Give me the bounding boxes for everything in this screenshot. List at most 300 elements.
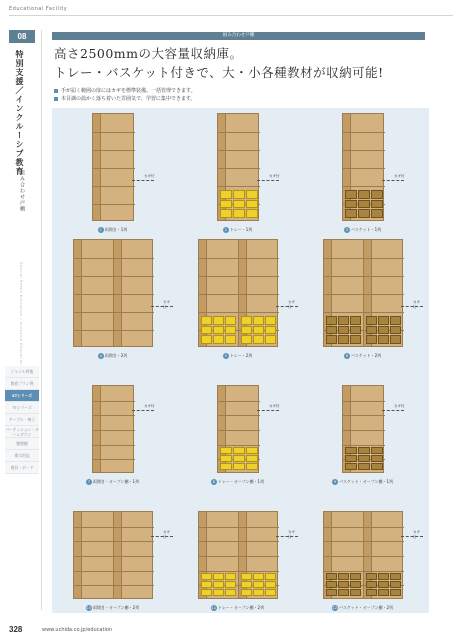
cabinet-unit xyxy=(343,386,385,472)
tray xyxy=(241,326,252,335)
product-item xyxy=(305,110,420,235)
basket xyxy=(338,581,349,588)
chapter-number: 08 xyxy=(9,30,35,43)
tray xyxy=(233,190,245,199)
tray xyxy=(201,589,212,596)
cabinet-shelf xyxy=(93,168,135,169)
basket xyxy=(366,335,377,344)
caption-text: トレー・1列 xyxy=(229,227,253,232)
chapter-title: 特別支援／インクルーシブ教育 xyxy=(15,50,24,176)
basket xyxy=(378,335,389,344)
cabinet-shelf xyxy=(199,556,238,557)
basket xyxy=(350,326,361,335)
tray xyxy=(201,573,212,580)
cabinet-shelf xyxy=(364,541,404,542)
tray xyxy=(201,581,212,588)
cabinet-illustration xyxy=(92,113,134,221)
basket xyxy=(366,581,377,588)
product-caption xyxy=(55,353,170,359)
cabinet-shelf xyxy=(324,571,363,572)
tray xyxy=(201,316,212,325)
product-item xyxy=(180,236,295,361)
cabinet-shelf xyxy=(114,258,154,259)
product-item xyxy=(180,488,295,613)
product-caption xyxy=(180,353,295,359)
cabinet-shelf xyxy=(239,556,279,557)
lock-callout: カギ付 xyxy=(288,300,295,309)
cabinet-unit xyxy=(239,512,279,598)
cabinet-illustration xyxy=(92,385,134,473)
cabinet-shelf xyxy=(343,132,385,133)
cabinet-shelf xyxy=(343,168,385,169)
lock-callout: カギ付 xyxy=(288,530,295,539)
cabinet-shelf xyxy=(343,415,385,416)
tray xyxy=(225,316,236,325)
cabinet-shelf xyxy=(114,571,154,572)
basket xyxy=(390,589,401,596)
cabinet-unit xyxy=(239,240,279,346)
cabinet-shelf xyxy=(93,204,135,205)
item-number-badge: 7 xyxy=(87,480,91,484)
cabinet-unit xyxy=(93,114,135,220)
bullet-square-icon xyxy=(54,97,58,101)
basket xyxy=(390,581,401,588)
cabinet-shelf xyxy=(218,150,260,151)
product-item xyxy=(305,362,420,487)
cabinet-shelf xyxy=(93,150,135,151)
cabinet-unit xyxy=(74,512,114,598)
cabinet-shelf xyxy=(74,556,113,557)
cabinet-shelf xyxy=(93,132,135,133)
cabinet-shelf xyxy=(93,186,135,187)
cabinet-shelf xyxy=(114,541,154,542)
basket xyxy=(378,573,389,580)
cabinet-unit xyxy=(343,114,385,220)
cabinet-shelf xyxy=(74,527,113,528)
tray xyxy=(253,326,264,335)
tray xyxy=(241,581,252,588)
callout-line xyxy=(132,180,154,181)
bullet-square-icon xyxy=(54,89,58,93)
cabinet-shelf xyxy=(199,312,238,313)
basket xyxy=(378,316,389,325)
footer-url[interactable]: www.uchida.co.jp/education xyxy=(42,627,113,633)
cabinet-shelf xyxy=(324,294,363,295)
basket-rack xyxy=(345,447,383,470)
item-number-badge: 11 xyxy=(211,606,217,610)
basket xyxy=(350,335,361,344)
item-number-badge: 5 xyxy=(224,354,227,358)
tray xyxy=(265,581,276,588)
callout-line xyxy=(382,180,404,181)
product-item xyxy=(180,362,295,487)
cabinet-shelf xyxy=(74,585,113,586)
tray xyxy=(233,463,245,470)
chapter-caption: Special Needs Education / Inclusive Education xyxy=(19,262,23,366)
tray xyxy=(225,335,236,344)
basket xyxy=(326,581,337,588)
basket xyxy=(358,455,370,462)
cabinet-shelf xyxy=(324,276,363,277)
product-caption xyxy=(305,353,420,359)
cabinet-shelf xyxy=(343,186,385,187)
tray xyxy=(233,447,245,454)
callout-line xyxy=(382,410,404,411)
cabinet-shelf xyxy=(74,258,113,259)
basket xyxy=(390,573,401,580)
cabinet-unit xyxy=(199,240,239,346)
tray xyxy=(246,455,258,462)
cabinet-illustration xyxy=(323,511,403,599)
basket xyxy=(338,316,349,325)
cabinet-shelf xyxy=(324,527,363,528)
cabinet-shelf xyxy=(218,445,260,446)
nav-item-table-chair[interactable]: テーブル・椅子 xyxy=(5,414,39,426)
basket-rack xyxy=(345,190,383,218)
tray xyxy=(233,455,245,462)
cabinet-shelf xyxy=(114,294,154,295)
callout-line xyxy=(257,410,279,411)
tray xyxy=(253,573,264,580)
basket xyxy=(338,335,349,344)
basket xyxy=(371,209,383,218)
feature-item: 木目調の温かく落ち着いた雰囲気で、学習に集中できます。 xyxy=(54,95,196,103)
cabinet-shelf xyxy=(74,294,113,295)
basket xyxy=(371,463,383,470)
caption-text: トレー・オープン棚・2列 xyxy=(217,605,265,610)
side-divider xyxy=(41,30,42,610)
product-caption xyxy=(180,227,295,233)
cabinet-unit xyxy=(114,240,154,346)
cabinet-shelf xyxy=(324,258,363,259)
cabinet-shelf xyxy=(74,276,113,277)
headline-line-1: 高さ2500mmの大容量収納庫。 xyxy=(54,46,243,61)
tray xyxy=(225,573,236,580)
cabinet-illustration xyxy=(73,239,153,347)
product-caption xyxy=(55,479,170,485)
product-item xyxy=(305,488,420,613)
cabinet-shelf xyxy=(239,294,279,295)
cabinet-shelf xyxy=(239,571,279,572)
lock-callout: カギ付 xyxy=(394,174,405,178)
basket-rack xyxy=(366,316,402,344)
lock-callout: カギ付 xyxy=(413,300,420,309)
lock-callout: カギ付 xyxy=(269,174,280,178)
item-number-badge: 8 xyxy=(212,480,216,484)
item-number-badge: 12 xyxy=(332,606,338,610)
tray xyxy=(246,463,258,470)
tray xyxy=(201,335,212,344)
cabinet-unit xyxy=(364,512,404,598)
cabinet-shelf xyxy=(239,312,279,313)
tray xyxy=(213,326,224,335)
side-navigation xyxy=(5,366,39,474)
headline-line-2: トレー・バスケット付きで、大・小各種教材が収納可能! xyxy=(54,65,384,80)
cabinet-illustration xyxy=(198,511,278,599)
nav-item-partition[interactable]: パーティション・カームダウン xyxy=(5,427,39,437)
header-rule xyxy=(9,15,453,16)
cabinet-shelf xyxy=(199,527,238,528)
lock-callout: カギ付 xyxy=(163,530,170,539)
tray-rack xyxy=(241,316,277,344)
cabinet-shelf xyxy=(239,541,279,542)
product-item xyxy=(55,110,170,235)
callout-line xyxy=(257,180,279,181)
basket-rack xyxy=(326,316,361,344)
basket xyxy=(366,326,377,335)
tray xyxy=(233,200,245,209)
product-caption xyxy=(180,605,295,611)
basket xyxy=(350,316,361,325)
cabinet-shelf xyxy=(199,276,238,277)
basket xyxy=(371,190,383,199)
tray xyxy=(241,589,252,596)
cabinet-shelf xyxy=(114,330,154,331)
basket xyxy=(338,326,349,335)
basket xyxy=(326,573,337,580)
tray xyxy=(220,447,232,454)
basket xyxy=(326,589,337,596)
tray-rack xyxy=(220,190,258,218)
tray xyxy=(220,209,232,218)
tray xyxy=(265,589,276,596)
tray xyxy=(225,326,236,335)
caption-text: バスケット・1列 xyxy=(350,227,382,232)
cabinet-shelf xyxy=(218,401,260,402)
basket xyxy=(338,573,349,580)
caption-text: トレー・オープン棚・1列 xyxy=(217,479,265,484)
cabinet-shelf xyxy=(218,415,260,416)
caption-text: 両開き・2列 xyxy=(104,353,128,358)
tray xyxy=(246,447,258,454)
basket xyxy=(326,335,337,344)
lock-callout: カギ付 xyxy=(269,404,280,408)
product-caption xyxy=(305,227,420,233)
basket xyxy=(378,581,389,588)
cabinet-unit xyxy=(218,114,260,220)
cabinet-shelf xyxy=(199,294,238,295)
product-caption xyxy=(305,605,420,611)
basket xyxy=(390,316,401,325)
headline xyxy=(54,44,434,82)
tray xyxy=(265,316,276,325)
tray xyxy=(213,573,224,580)
cabinet-shelf xyxy=(74,330,113,331)
tray xyxy=(201,326,212,335)
cabinet-shelf xyxy=(324,556,363,557)
basket xyxy=(326,326,337,335)
tray xyxy=(220,463,232,470)
cabinet-shelf xyxy=(364,258,404,259)
cabinet-shelf xyxy=(239,258,279,259)
lock-callout: カギ付 xyxy=(394,404,405,408)
feature-item: 手が届く範囲の扉にはカギを標準装備。一括管理できます。 xyxy=(54,87,196,95)
product-grid xyxy=(52,108,429,613)
product-caption xyxy=(55,605,170,611)
nav-item-shelf[interactable]: 整理棚 xyxy=(5,438,39,450)
cabinet-shelf xyxy=(199,258,238,259)
tray-rack xyxy=(201,316,236,344)
tray xyxy=(213,335,224,344)
tray xyxy=(265,326,276,335)
cabinet-shelf xyxy=(324,541,363,542)
basket xyxy=(350,589,361,596)
basket xyxy=(345,455,357,462)
cabinet-shelf xyxy=(114,527,154,528)
basket xyxy=(338,589,349,596)
tray xyxy=(246,190,258,199)
item-number-badge: 2 xyxy=(224,228,227,232)
tray xyxy=(241,573,252,580)
feature-list xyxy=(54,87,196,103)
tray xyxy=(246,200,258,209)
cabinet-unit xyxy=(324,240,364,346)
tray xyxy=(233,209,245,218)
basket xyxy=(358,190,370,199)
cabinet-shelf xyxy=(343,401,385,402)
product-item xyxy=(55,488,170,613)
basket xyxy=(345,209,357,218)
cabinet-unit xyxy=(218,386,260,472)
cabinet-shelf xyxy=(364,571,404,572)
product-caption xyxy=(55,227,170,233)
cabinet-illustration xyxy=(323,239,403,347)
tray xyxy=(213,589,224,596)
cabinet-shelf xyxy=(199,541,238,542)
basket xyxy=(378,589,389,596)
basket xyxy=(326,316,337,325)
cabinet-shelf xyxy=(343,445,385,446)
basket xyxy=(371,455,383,462)
cabinet-shelf xyxy=(324,312,363,313)
item-number-badge: 10 xyxy=(86,606,92,610)
tray xyxy=(241,316,252,325)
cabinet-unit xyxy=(114,512,154,598)
tray xyxy=(265,573,276,580)
cabinet-shelf xyxy=(364,556,404,557)
lock-callout: カギ付 xyxy=(413,530,420,539)
basket xyxy=(358,447,370,454)
lock-callout: カギ付 xyxy=(163,300,170,309)
cabinet-shelf xyxy=(239,527,279,528)
cabinet-shelf xyxy=(114,585,154,586)
basket xyxy=(358,463,370,470)
cabinet-shelf xyxy=(364,276,404,277)
nav-item-st-series[interactable]: STシリーズ xyxy=(5,390,39,402)
basket xyxy=(358,200,370,209)
tray xyxy=(246,209,258,218)
item-number-badge: 1 xyxy=(99,228,102,232)
item-number-badge: 4 xyxy=(99,354,102,358)
tray xyxy=(241,335,252,344)
caption-text: バスケット・2列 xyxy=(350,353,382,358)
caption-text: 両開き・オープン棚・1列 xyxy=(92,479,140,484)
cabinet-shelf xyxy=(114,276,154,277)
tray xyxy=(220,455,232,462)
basket xyxy=(371,447,383,454)
basket xyxy=(345,463,357,470)
cabinet-shelf xyxy=(74,312,113,313)
page-number: 328 xyxy=(9,625,23,634)
basket xyxy=(366,573,377,580)
basket xyxy=(366,316,377,325)
cabinet-shelf xyxy=(343,430,385,431)
cabinet-shelf xyxy=(93,415,135,416)
cabinet-shelf xyxy=(114,312,154,313)
nav-item-genre[interactable]: ジャンル特集 xyxy=(5,366,39,378)
section-title: 組み合わせ戸棚 xyxy=(52,32,425,40)
product-item xyxy=(55,236,170,361)
cabinet-shelf xyxy=(93,445,135,446)
tray xyxy=(213,316,224,325)
product-caption xyxy=(305,479,420,485)
caption-text: 両開き・1列 xyxy=(104,227,128,232)
nav-item-plan[interactable]: 教育プラン例 xyxy=(5,378,39,390)
tray-rack xyxy=(220,447,258,470)
caption-text: バスケット・オープン棚・2列 xyxy=(339,605,393,610)
nav-item-tt-series[interactable]: TTシリーズ xyxy=(5,402,39,414)
basket xyxy=(358,209,370,218)
basket xyxy=(345,447,357,454)
basket-rack xyxy=(326,573,361,596)
tray xyxy=(253,335,264,344)
item-number-badge: 3 xyxy=(345,228,348,232)
tray xyxy=(225,581,236,588)
cabinet-shelf xyxy=(74,571,113,572)
tray xyxy=(220,200,232,209)
basket xyxy=(371,200,383,209)
product-item xyxy=(55,362,170,487)
nav-item-play[interactable]: 遊具・ボード xyxy=(5,462,39,474)
cabinet-shelf xyxy=(364,527,404,528)
cabinet-shelf xyxy=(93,459,135,460)
tray xyxy=(220,190,232,199)
cabinet-shelf xyxy=(218,430,260,431)
cabinet-unit xyxy=(364,240,404,346)
nav-item-board-supplies[interactable]: 掲示用品 xyxy=(5,450,39,462)
cabinet-shelf xyxy=(239,276,279,277)
header-label: Educational Facility xyxy=(9,6,68,12)
caption-text: トレー・2列 xyxy=(229,353,253,358)
cabinet-unit xyxy=(93,386,135,472)
cabinet-shelf xyxy=(364,294,404,295)
tray xyxy=(213,581,224,588)
cabinet-illustration xyxy=(342,113,384,221)
product-item xyxy=(305,236,420,361)
lock-callout: カギ付 xyxy=(144,174,155,178)
cabinet-shelf xyxy=(364,312,404,313)
cabinet-unit xyxy=(324,512,364,598)
cabinet-illustration xyxy=(342,385,384,473)
cabinet-shelf xyxy=(93,430,135,431)
callout-line xyxy=(132,410,154,411)
tray xyxy=(253,316,264,325)
item-number-badge: 9 xyxy=(333,480,337,484)
cabinet-illustration xyxy=(73,511,153,599)
cabinet-shelf xyxy=(199,571,238,572)
cabinet-shelf xyxy=(218,186,260,187)
tray-rack xyxy=(241,573,277,596)
cabinet-illustration xyxy=(198,239,278,347)
basket xyxy=(378,326,389,335)
cabinet-shelf xyxy=(343,150,385,151)
lock-callout: カギ付 xyxy=(144,404,155,408)
tray xyxy=(225,589,236,596)
caption-text: 両開き・オープン棚・2列 xyxy=(92,605,140,610)
basket xyxy=(390,326,401,335)
product-caption xyxy=(180,479,295,485)
item-number-badge: 6 xyxy=(345,354,348,358)
